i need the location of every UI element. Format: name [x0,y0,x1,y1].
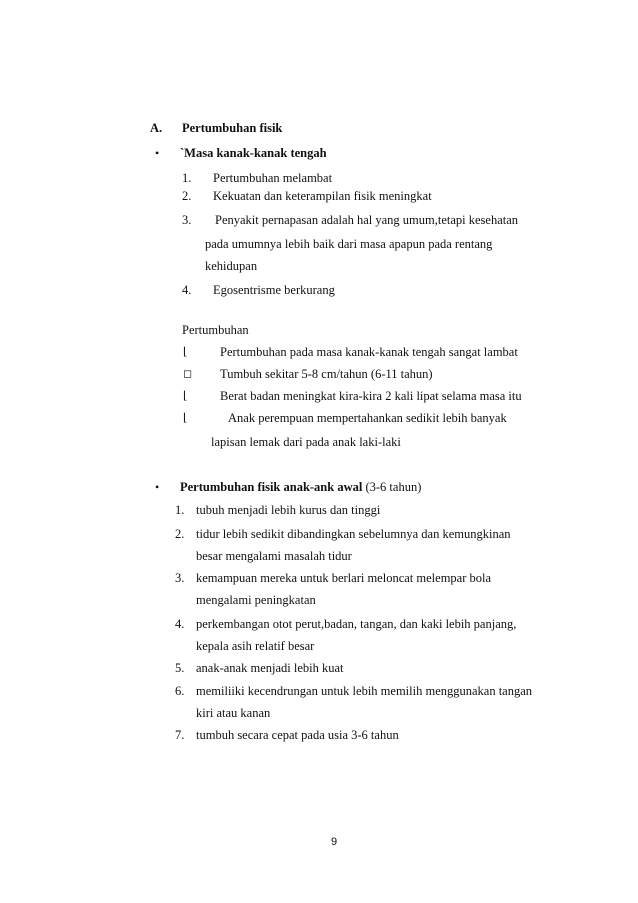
line-text: Penyakit pernapasan adalah hal yang umum,tetapi kesehatan [215,213,519,227]
list-number: 2. [175,527,185,541]
list-item-line [215,212,560,228]
bullet-icon: • [155,146,160,160]
page-number: 9 [331,836,338,848]
list-item-line: kehidupan [205,259,258,273]
sub-list-item: Pertumbuhan pada masa kanak-kanak tengah sangat lambat [220,345,518,359]
list-item: tidur lebih sedikit dibandingkan sebelumnya dan kemungkinan [196,527,511,541]
list-number: 7. [175,728,185,742]
list-number: 3. [182,213,192,227]
bracket-icon: ⌊ [183,390,188,402]
list-item: memiliiki kecendrungan untuk lebih memilih menggunakan tangan [196,684,533,698]
list-item: anak-anak menjadi lebih kuat [196,661,344,675]
sub-heading: Pertumbuhan [182,323,249,337]
list-number: 4. [182,283,192,297]
section-letter: A. [150,121,163,135]
middle-heading: `Masa kanak-kanak tengah [180,146,327,160]
list-item-line: kiri atau kanan [196,706,271,720]
list-item-line: mengalami peningkatan [196,593,316,607]
list-item-line: besar mengalami masalah tidur [196,549,352,563]
list-item: tumbuh secara cepat pada usia 3-6 tahun [196,728,399,742]
bullet-icon: • [155,480,160,494]
list-item-line: pada umumnya lebih baik dari masa apapun pada rentang [205,237,493,251]
list-item: perkembangan otot perut,badan, tangan, dan kaki lebih panjang, [196,617,517,631]
list-item: Pertumbuhan melambat [213,171,333,185]
sub-list-item: Anak perempuan mempertahankan sedikit lebih banyak [228,411,507,425]
bracket-icon: ⌊ [183,412,188,424]
box-icon: ◻ [183,368,193,380]
bracket-icon: ⌊ [183,346,188,358]
list-item: kemampuan mereka untuk berlari meloncat melempar bola [196,571,492,585]
list-item: tubuh menjadi lebih kurus dan tinggi [196,503,381,517]
list-number: 2. [182,189,192,203]
list-number: 1. [182,171,192,185]
list-item: Egosentrisme berkurang [213,283,335,297]
early-heading-range: (3-6 tahun) [365,480,422,494]
early-heading-bold: Pertumbuhan fisik anak-ank awal [180,480,363,494]
list-number: 6. [175,684,185,698]
list-number: 4. [175,617,185,631]
list-number: 1. [175,503,185,517]
section-title: Pertumbuhan fisik [182,121,283,135]
justified-line [215,212,560,228]
list-number: 5. [175,661,185,675]
sub-list-item: Tumbuh sekitar 5-8 cm/tahun (6-11 tahun) [220,367,433,381]
list-number: 3. [175,571,185,585]
early-heading [180,479,421,495]
sub-list-item: Berat badan meningkat kira-kira 2 kali lipat selama masa itu [220,389,522,403]
list-item-line: kepala asih relatif besar [196,639,315,653]
list-item: Kekuatan dan keterampilan fisik meningkat [213,189,432,203]
sub-list-item-line: lapisan lemak dari pada anak laki-laki [211,435,401,449]
